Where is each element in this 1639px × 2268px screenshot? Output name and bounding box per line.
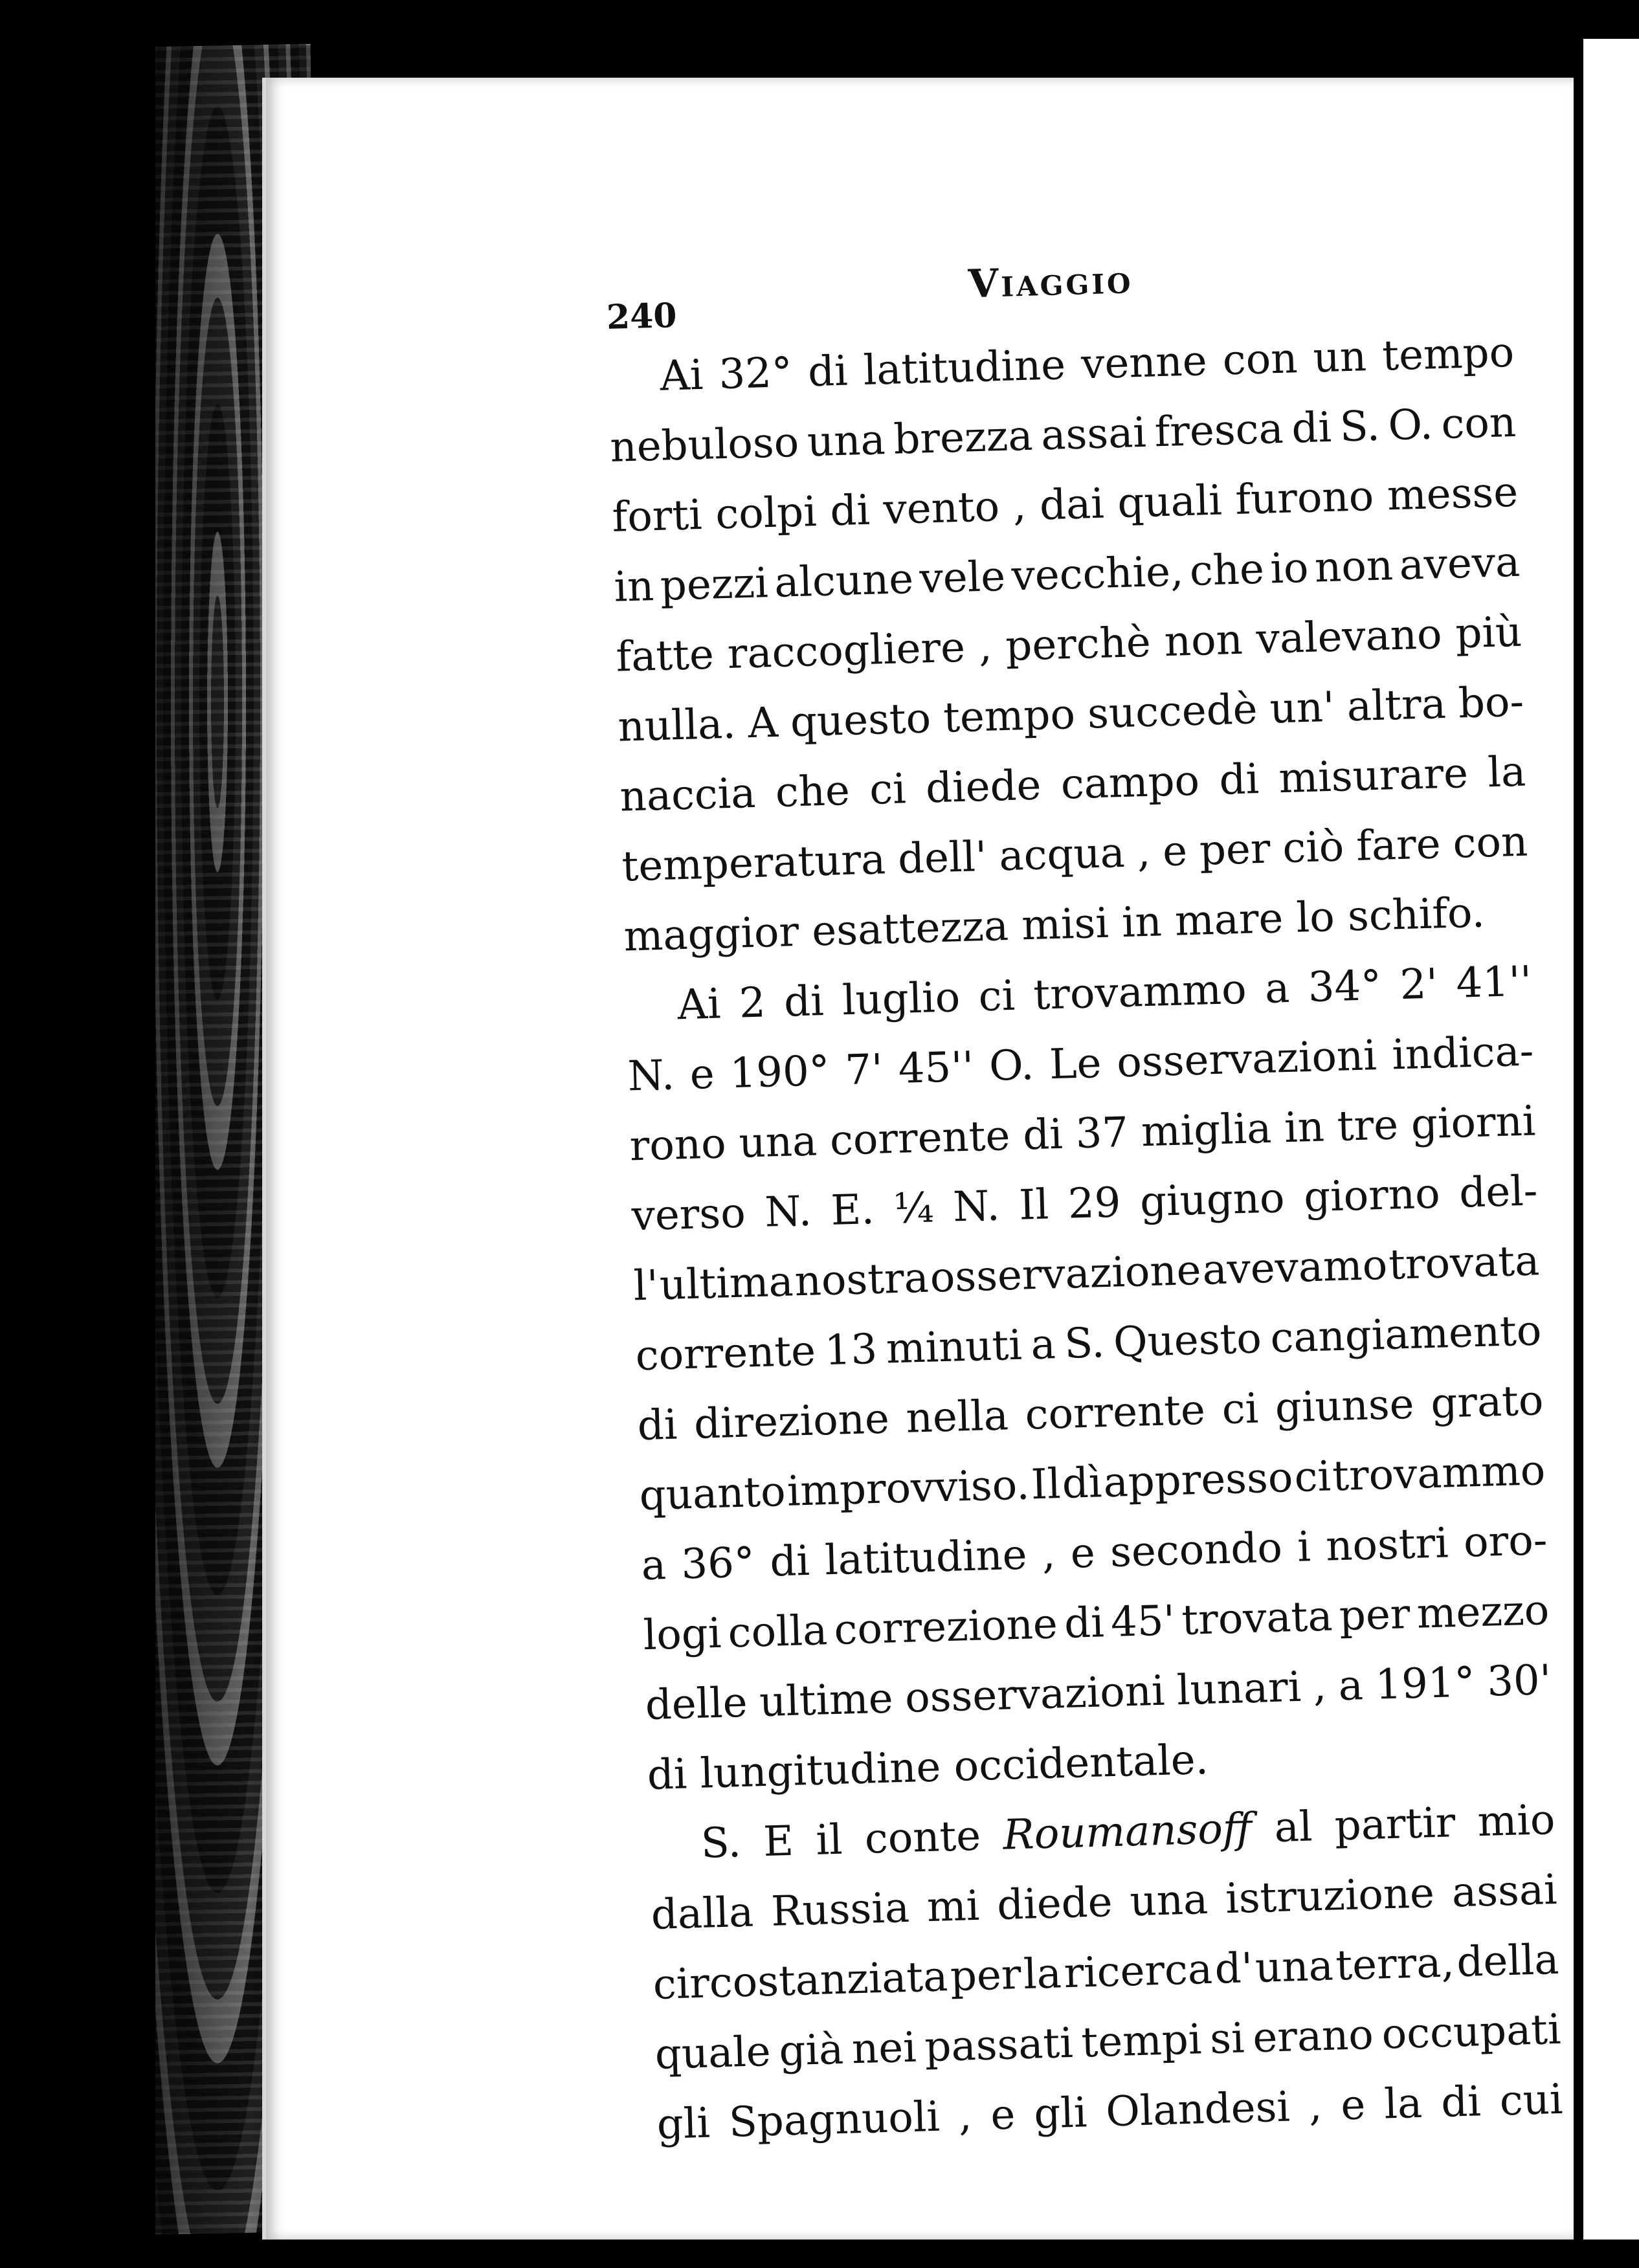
word: 191° bbox=[1374, 1658, 1476, 1709]
word: , bbox=[1041, 1530, 1056, 1579]
word: questo bbox=[789, 695, 932, 747]
word: il bbox=[815, 1816, 843, 1865]
word: corrente bbox=[634, 1327, 816, 1381]
word: della bbox=[1456, 1935, 1560, 1987]
word: con bbox=[1221, 335, 1299, 385]
word: avevamo bbox=[1201, 1241, 1388, 1295]
word: conte bbox=[864, 1812, 982, 1863]
word: tempi bbox=[1080, 2016, 1203, 2067]
word: del- bbox=[1458, 1167, 1539, 1217]
word: 7' bbox=[844, 1045, 884, 1095]
word: già bbox=[778, 2025, 845, 2076]
word: O. bbox=[1387, 401, 1434, 450]
word: 45' bbox=[1110, 1597, 1176, 1647]
word: naccia bbox=[619, 769, 757, 821]
word: in bbox=[613, 562, 655, 612]
word: succedè bbox=[1087, 685, 1258, 739]
word: temperatura bbox=[621, 836, 887, 891]
word: misurare bbox=[1278, 750, 1469, 803]
word: mi bbox=[926, 1882, 981, 1932]
word: N. bbox=[764, 1187, 812, 1237]
word: nostri bbox=[1325, 1519, 1449, 1571]
word: gli bbox=[1033, 2089, 1088, 2139]
word: di bbox=[807, 347, 849, 397]
word: logi bbox=[642, 1609, 722, 1660]
word: lungitudine bbox=[699, 1743, 942, 1798]
word: trovammo bbox=[1032, 965, 1247, 1019]
word: e bbox=[990, 2091, 1016, 2140]
word: nella bbox=[905, 1392, 1009, 1443]
word: correzione bbox=[833, 1600, 1058, 1654]
word: di bbox=[636, 1401, 678, 1451]
word: valevano bbox=[1255, 610, 1443, 664]
word: alcune bbox=[774, 555, 915, 607]
word: in bbox=[1121, 898, 1163, 948]
page-number: 240 bbox=[606, 295, 678, 337]
word: quali bbox=[1117, 476, 1223, 528]
word: improvviso. bbox=[786, 1461, 1031, 1516]
word: diede bbox=[996, 1878, 1113, 1930]
word: colpi bbox=[715, 488, 818, 539]
word: osservazioni bbox=[1116, 1032, 1377, 1087]
word: S. bbox=[1064, 1319, 1106, 1368]
word: esattezza bbox=[811, 902, 1010, 956]
word: occidentale. bbox=[953, 1735, 1209, 1791]
word: 2' bbox=[1399, 960, 1439, 1010]
word: al bbox=[1273, 1803, 1313, 1852]
word: brezza bbox=[893, 412, 1034, 464]
word: assai bbox=[1451, 1865, 1558, 1917]
word: indica- bbox=[1391, 1027, 1535, 1080]
word: Ai bbox=[659, 351, 704, 401]
word: in bbox=[1284, 1103, 1325, 1153]
word: i bbox=[1297, 1523, 1311, 1572]
word: maggior bbox=[623, 908, 800, 961]
word: io bbox=[1269, 544, 1310, 594]
word: 45'' bbox=[897, 1043, 975, 1093]
word: E. bbox=[830, 1185, 875, 1235]
word: Russia bbox=[770, 1884, 910, 1936]
word: un bbox=[1312, 333, 1368, 383]
word: istruzione bbox=[1225, 1869, 1435, 1924]
word: erano bbox=[1252, 2010, 1374, 2063]
word: Il bbox=[1018, 1181, 1050, 1230]
word: che bbox=[1188, 545, 1265, 595]
word: misi bbox=[1021, 899, 1109, 950]
word: ultima bbox=[658, 1258, 794, 1310]
word: corrente bbox=[1024, 1386, 1206, 1440]
word: bo- bbox=[1457, 678, 1525, 728]
word: oro- bbox=[1463, 1517, 1548, 1567]
word: forti bbox=[611, 491, 703, 542]
word: 13 bbox=[823, 1325, 878, 1375]
running-title: Viaggio bbox=[967, 257, 1134, 307]
word: perchè bbox=[1005, 618, 1152, 671]
word: raccogliere bbox=[726, 623, 966, 678]
word: mezzo bbox=[1416, 1586, 1550, 1638]
word: ciò bbox=[1282, 823, 1345, 873]
word: luglio bbox=[842, 973, 961, 1025]
word: una bbox=[807, 416, 886, 467]
word: più bbox=[1455, 608, 1523, 658]
word: S. bbox=[700, 1819, 742, 1868]
word: di bbox=[1064, 1599, 1105, 1648]
word: , bbox=[977, 623, 993, 672]
word: fatte bbox=[615, 630, 715, 682]
word: altra bbox=[1346, 680, 1447, 731]
word: circostanziata bbox=[652, 1953, 949, 2009]
word: una bbox=[1254, 1942, 1334, 1992]
word: passati bbox=[924, 2019, 1074, 2072]
word: con bbox=[1452, 817, 1529, 868]
word: furono bbox=[1234, 472, 1375, 524]
word: ci bbox=[977, 972, 1016, 1021]
word: di bbox=[829, 486, 871, 536]
word: gli bbox=[656, 2099, 711, 2149]
word: assai bbox=[1040, 408, 1147, 460]
word: e bbox=[1162, 827, 1188, 876]
word: di bbox=[1218, 755, 1260, 805]
word: e bbox=[1340, 2081, 1366, 2130]
word: 190° bbox=[729, 1047, 831, 1098]
word: giorni bbox=[1410, 1097, 1537, 1149]
word: rono bbox=[629, 1120, 727, 1171]
word: per bbox=[949, 1951, 1022, 2001]
word: di bbox=[646, 1750, 688, 1800]
word: terra, bbox=[1335, 1939, 1455, 1990]
word: vele bbox=[919, 552, 1007, 603]
word: tempo bbox=[942, 691, 1076, 742]
word: con bbox=[1440, 398, 1517, 449]
word: 32° bbox=[718, 349, 793, 399]
word: appresso bbox=[1102, 1454, 1294, 1507]
word: 29 bbox=[1067, 1179, 1122, 1228]
word: non bbox=[1163, 616, 1243, 667]
word: tre bbox=[1336, 1101, 1399, 1151]
word: nulla. bbox=[617, 700, 737, 751]
word: Le bbox=[1049, 1040, 1102, 1089]
word: trovata bbox=[1181, 1592, 1333, 1645]
word: schifo. bbox=[1346, 889, 1486, 941]
word: cui bbox=[1499, 2075, 1564, 2126]
word: a bbox=[1030, 1320, 1056, 1370]
word: un' bbox=[1269, 683, 1335, 733]
word: di bbox=[1440, 2078, 1482, 2128]
word: trovata bbox=[1388, 1237, 1541, 1289]
word: quanto bbox=[638, 1467, 786, 1520]
word: di bbox=[1291, 403, 1332, 453]
word: l' bbox=[632, 1262, 659, 1311]
word: direzione bbox=[693, 1395, 890, 1449]
word: , bbox=[1308, 2082, 1323, 2131]
word: tempo bbox=[1381, 328, 1515, 381]
word: Questo bbox=[1113, 1315, 1262, 1367]
word: nei bbox=[851, 2023, 917, 2074]
word: dì bbox=[1061, 1459, 1103, 1509]
word: giugno bbox=[1139, 1174, 1286, 1227]
word: delle bbox=[644, 1678, 748, 1730]
word: quale bbox=[654, 2027, 772, 2079]
word: colla bbox=[727, 1606, 829, 1658]
word: miglia bbox=[1141, 1104, 1273, 1157]
word: S. bbox=[1339, 402, 1381, 452]
word: Il bbox=[1030, 1460, 1062, 1509]
word: diede bbox=[925, 761, 1042, 813]
word: 36° bbox=[680, 1539, 755, 1589]
word: 37 bbox=[1075, 1108, 1130, 1159]
word: ¼ bbox=[893, 1184, 935, 1234]
word: di bbox=[769, 1537, 810, 1586]
word: la bbox=[1023, 1950, 1062, 1999]
word: nebuloso bbox=[609, 418, 800, 472]
word: e bbox=[1069, 1529, 1096, 1578]
word: una bbox=[738, 1117, 818, 1168]
body-text bbox=[607, 317, 1609, 2160]
word: latitudine bbox=[862, 341, 1067, 395]
word: , bbox=[1136, 828, 1152, 877]
word: campo bbox=[1060, 757, 1201, 809]
word: ci bbox=[1293, 1452, 1332, 1502]
word: la bbox=[1487, 748, 1527, 797]
word: nostra bbox=[794, 1254, 930, 1306]
word: minuti bbox=[885, 1321, 1023, 1373]
word: la bbox=[1383, 2079, 1423, 2129]
page-text-block bbox=[605, 245, 1609, 2160]
word: ultime bbox=[759, 1674, 894, 1727]
word: di bbox=[783, 977, 825, 1027]
word: ci bbox=[869, 765, 907, 814]
word: secondo bbox=[1109, 1524, 1283, 1577]
word: dell' bbox=[897, 832, 988, 884]
word: mare bbox=[1174, 895, 1284, 946]
word: vecchie, bbox=[1010, 548, 1185, 601]
word: a bbox=[640, 1541, 667, 1590]
word: trovammo bbox=[1332, 1447, 1546, 1501]
word: A bbox=[747, 698, 779, 748]
word: giorno bbox=[1303, 1170, 1441, 1222]
word: , bbox=[1012, 482, 1027, 531]
word: messe bbox=[1386, 468, 1519, 520]
word: vento bbox=[882, 483, 1001, 535]
word: una bbox=[1129, 1875, 1209, 1926]
word: di bbox=[1022, 1110, 1064, 1160]
word: ci bbox=[1221, 1384, 1260, 1434]
word: Olandesi bbox=[1105, 2083, 1291, 2137]
word: acqua bbox=[998, 828, 1126, 881]
word: verso bbox=[630, 1189, 746, 1241]
word: per bbox=[1198, 825, 1271, 875]
word: corrente bbox=[829, 1112, 1011, 1165]
word: Ai bbox=[676, 980, 722, 1030]
word: e bbox=[689, 1050, 715, 1099]
word: , bbox=[957, 2092, 973, 2140]
word: a bbox=[1337, 1662, 1364, 1711]
word: venne bbox=[1080, 337, 1208, 389]
word: lunari bbox=[1176, 1663, 1302, 1715]
word: cangiamento bbox=[1269, 1307, 1543, 1362]
word: fresca bbox=[1154, 405, 1284, 457]
word: 2 bbox=[738, 979, 766, 1028]
word: ricerca bbox=[1063, 1945, 1213, 1998]
word: fare bbox=[1355, 820, 1442, 871]
word: che bbox=[774, 766, 851, 817]
word: si bbox=[1209, 2014, 1245, 2063]
word: occupati bbox=[1381, 2005, 1562, 2059]
word: osservazioni bbox=[904, 1667, 1166, 1722]
word: mio bbox=[1477, 1796, 1556, 1847]
word: non bbox=[1314, 542, 1394, 592]
word: pezzi bbox=[659, 559, 769, 610]
word: osservazione bbox=[929, 1246, 1202, 1302]
word: Spagnuoli bbox=[728, 2093, 941, 2147]
word: O. bbox=[988, 1041, 1035, 1091]
word: giunse bbox=[1274, 1380, 1415, 1432]
word: grato bbox=[1430, 1377, 1544, 1429]
word: per bbox=[1338, 1590, 1411, 1641]
word: dai bbox=[1039, 480, 1105, 530]
word: latitudine bbox=[824, 1531, 1028, 1585]
word: aveva bbox=[1398, 538, 1521, 590]
word: N. bbox=[952, 1182, 1001, 1232]
word: 30' bbox=[1486, 1656, 1552, 1706]
word: Roumansoff bbox=[1002, 1805, 1253, 1860]
word: partir bbox=[1333, 1799, 1456, 1851]
word: a bbox=[1264, 964, 1291, 1013]
word: lo bbox=[1295, 893, 1335, 942]
word: 34° bbox=[1307, 961, 1383, 1012]
word: N. bbox=[627, 1051, 675, 1101]
word: 41'' bbox=[1455, 957, 1533, 1008]
word: dalla bbox=[650, 1888, 755, 1939]
word: E bbox=[763, 1817, 795, 1867]
word: , bbox=[1312, 1662, 1328, 1711]
word: d' bbox=[1214, 1944, 1254, 1994]
